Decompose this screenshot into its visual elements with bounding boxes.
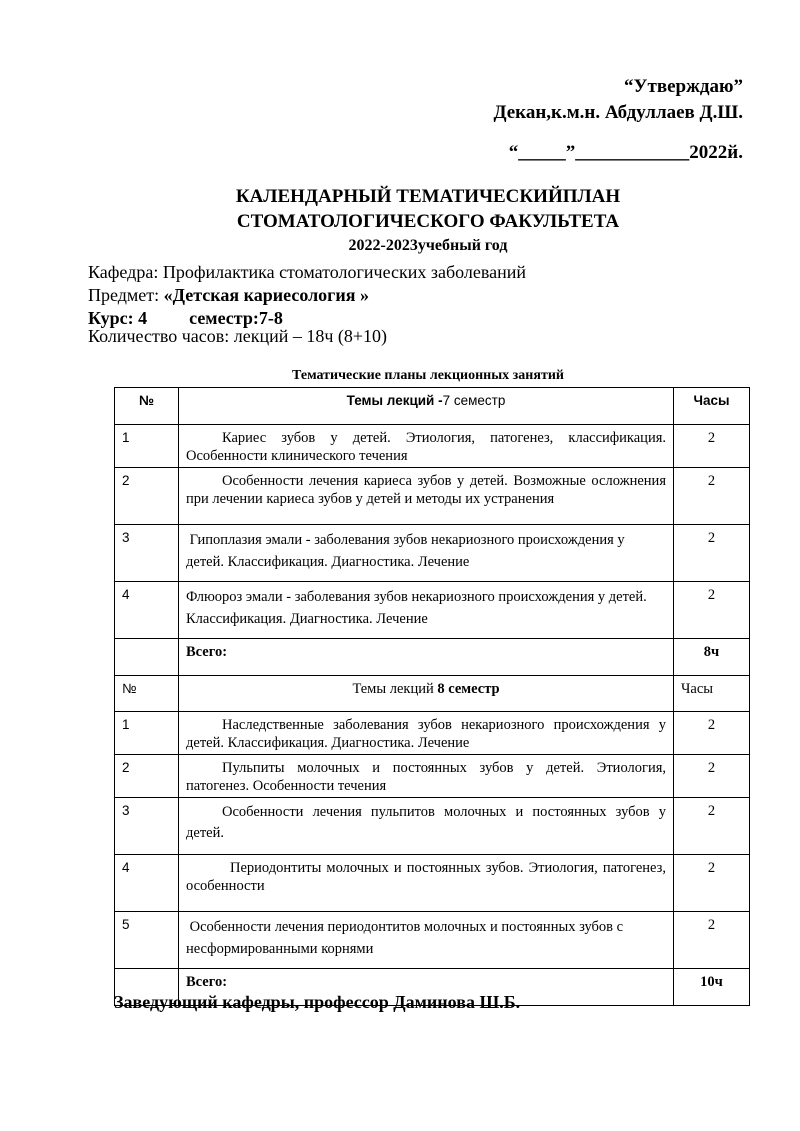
subject-value: «Детская кариесология »	[163, 285, 369, 305]
document-title-line1: КАЛЕНДАРНЫЙ ТЕМАТИЧЕСКИЙПЛАН	[235, 186, 621, 207]
row-hours: 2	[674, 525, 750, 582]
row-topic-text: Особенности лечения периодонтитов молочных и постоянных зубов с несформированными корнями	[186, 919, 624, 957]
table-row	[115, 425, 750, 468]
subject-label: Предмет:	[88, 285, 164, 305]
row-topic	[179, 525, 674, 582]
row-hours: 2	[674, 425, 750, 468]
row-number: 2	[115, 755, 179, 798]
topic-header-semester: 8 семестр	[437, 681, 500, 697]
document-title-line2: СТОМАТОЛОГИЧЕСКОГО ФАКУЛЬТЕТА	[236, 211, 620, 232]
topic-header-bold: Темы лекций -	[346, 393, 443, 408]
row-hours: 2	[674, 755, 750, 798]
table-row	[115, 755, 750, 798]
row-hours: 2	[674, 582, 750, 639]
column-topic-header	[179, 388, 674, 425]
row-number: 2	[115, 468, 179, 525]
row-topic	[179, 855, 674, 912]
row-hours: 2	[674, 468, 750, 525]
row-number-empty	[115, 639, 179, 676]
row-number: 1	[115, 425, 179, 468]
table-row	[115, 468, 750, 525]
subject-line	[88, 285, 369, 306]
hours-line: Количество часов: лекций – 18ч (8+10)	[88, 326, 388, 346]
row-topic-text: Особенности лечения кариеса зубов у детей. Возможные осложнения при лечении кариеса зубов у детей и методы их устранения	[186, 473, 666, 507]
row-hours: 2	[674, 912, 750, 969]
row-topic	[179, 582, 674, 639]
row-number: 3	[115, 798, 179, 855]
total-row-sem7	[115, 639, 750, 676]
table-row	[115, 582, 750, 639]
table-header-row-sem8	[115, 676, 750, 712]
table-caption: Тематические планы лекционных занятий	[292, 368, 564, 383]
row-number: 3	[115, 525, 179, 582]
row-number: 5	[115, 912, 179, 969]
column-hours-header: Часы	[674, 676, 750, 712]
row-topic	[179, 712, 674, 755]
total-value: 8ч	[674, 639, 750, 676]
row-number: 4	[115, 582, 179, 639]
table-row	[115, 912, 750, 969]
total-value: 10ч	[674, 969, 750, 1006]
row-topic-text: Пульпиты молочных и постоянных зубов у детей. Этиология, патогенез. Особенности течения	[186, 760, 666, 794]
row-topic	[179, 798, 674, 855]
row-hours: 2	[674, 855, 750, 912]
department-head-signature-line: Заведующий кафедры, профессор Даминова Ш.Б.	[114, 992, 521, 1012]
table-row	[115, 798, 750, 855]
row-topic-text: Особенности лечения пульпитов молочных и постоянных зубов у детей.	[186, 804, 666, 841]
row-topic-text: Гипоплазия эмали - заболевания зубов некариозного происхождения у детей. Классификация. Диагностика. Лечение	[186, 532, 625, 570]
row-topic-text: Периодонтиты молочных и постоянных зубов. Этиология, патогенез, особенности	[186, 860, 666, 894]
table-row	[115, 525, 750, 582]
table-row	[115, 855, 750, 912]
row-hours: 2	[674, 712, 750, 755]
semester-value: семестр:7-8	[189, 308, 283, 328]
course-value: Курс: 4	[88, 308, 148, 328]
row-hours: 2	[674, 798, 750, 855]
column-number-header: №	[115, 676, 179, 712]
department-label: Кафедра:	[88, 262, 163, 282]
row-topic	[179, 425, 674, 468]
approval-date: “_____”____________2022й.	[508, 142, 743, 163]
lecture-plan-table	[114, 387, 750, 1006]
row-topic-text: Наследственные заболевания зубов некариозного происхождения у детей. Классификация. Диагностика. Лечение	[186, 717, 666, 751]
table-row	[115, 712, 750, 755]
row-number: 4	[115, 855, 179, 912]
department-value: Профилактика стоматологических заболеваний	[162, 262, 527, 282]
row-number: 1	[115, 712, 179, 755]
row-topic	[179, 468, 674, 525]
row-topic-text: Кариес зубов у детей. Этиология, патогенез, классификация. Особенности клинического течения	[186, 430, 666, 464]
column-number-header: №	[115, 388, 179, 425]
row-topic-text: Флюороз эмали - заболевания зубов некариозного происхождения у детей. Классификация. Диагностика. Лечение	[186, 589, 647, 627]
row-topic	[179, 912, 674, 969]
approval-dean-name: Декан,к.м.н. Абдуллаев Д.Ш.	[493, 102, 743, 123]
total-label: Всего:	[179, 639, 674, 676]
total-label: Всего:	[179, 969, 674, 1006]
department-line	[88, 262, 526, 283]
topic-header-label: Темы лекций	[352, 681, 438, 697]
column-topic-header	[179, 676, 674, 712]
row-topic	[179, 755, 674, 798]
table-header-row-sem7	[115, 388, 750, 425]
column-hours-header: Часы	[674, 388, 750, 425]
academic-year: 2022-2023учебный год	[348, 237, 508, 254]
topic-header-semester: 7 семестр	[442, 393, 506, 408]
approval-title: “Утверждаю”	[624, 76, 743, 97]
